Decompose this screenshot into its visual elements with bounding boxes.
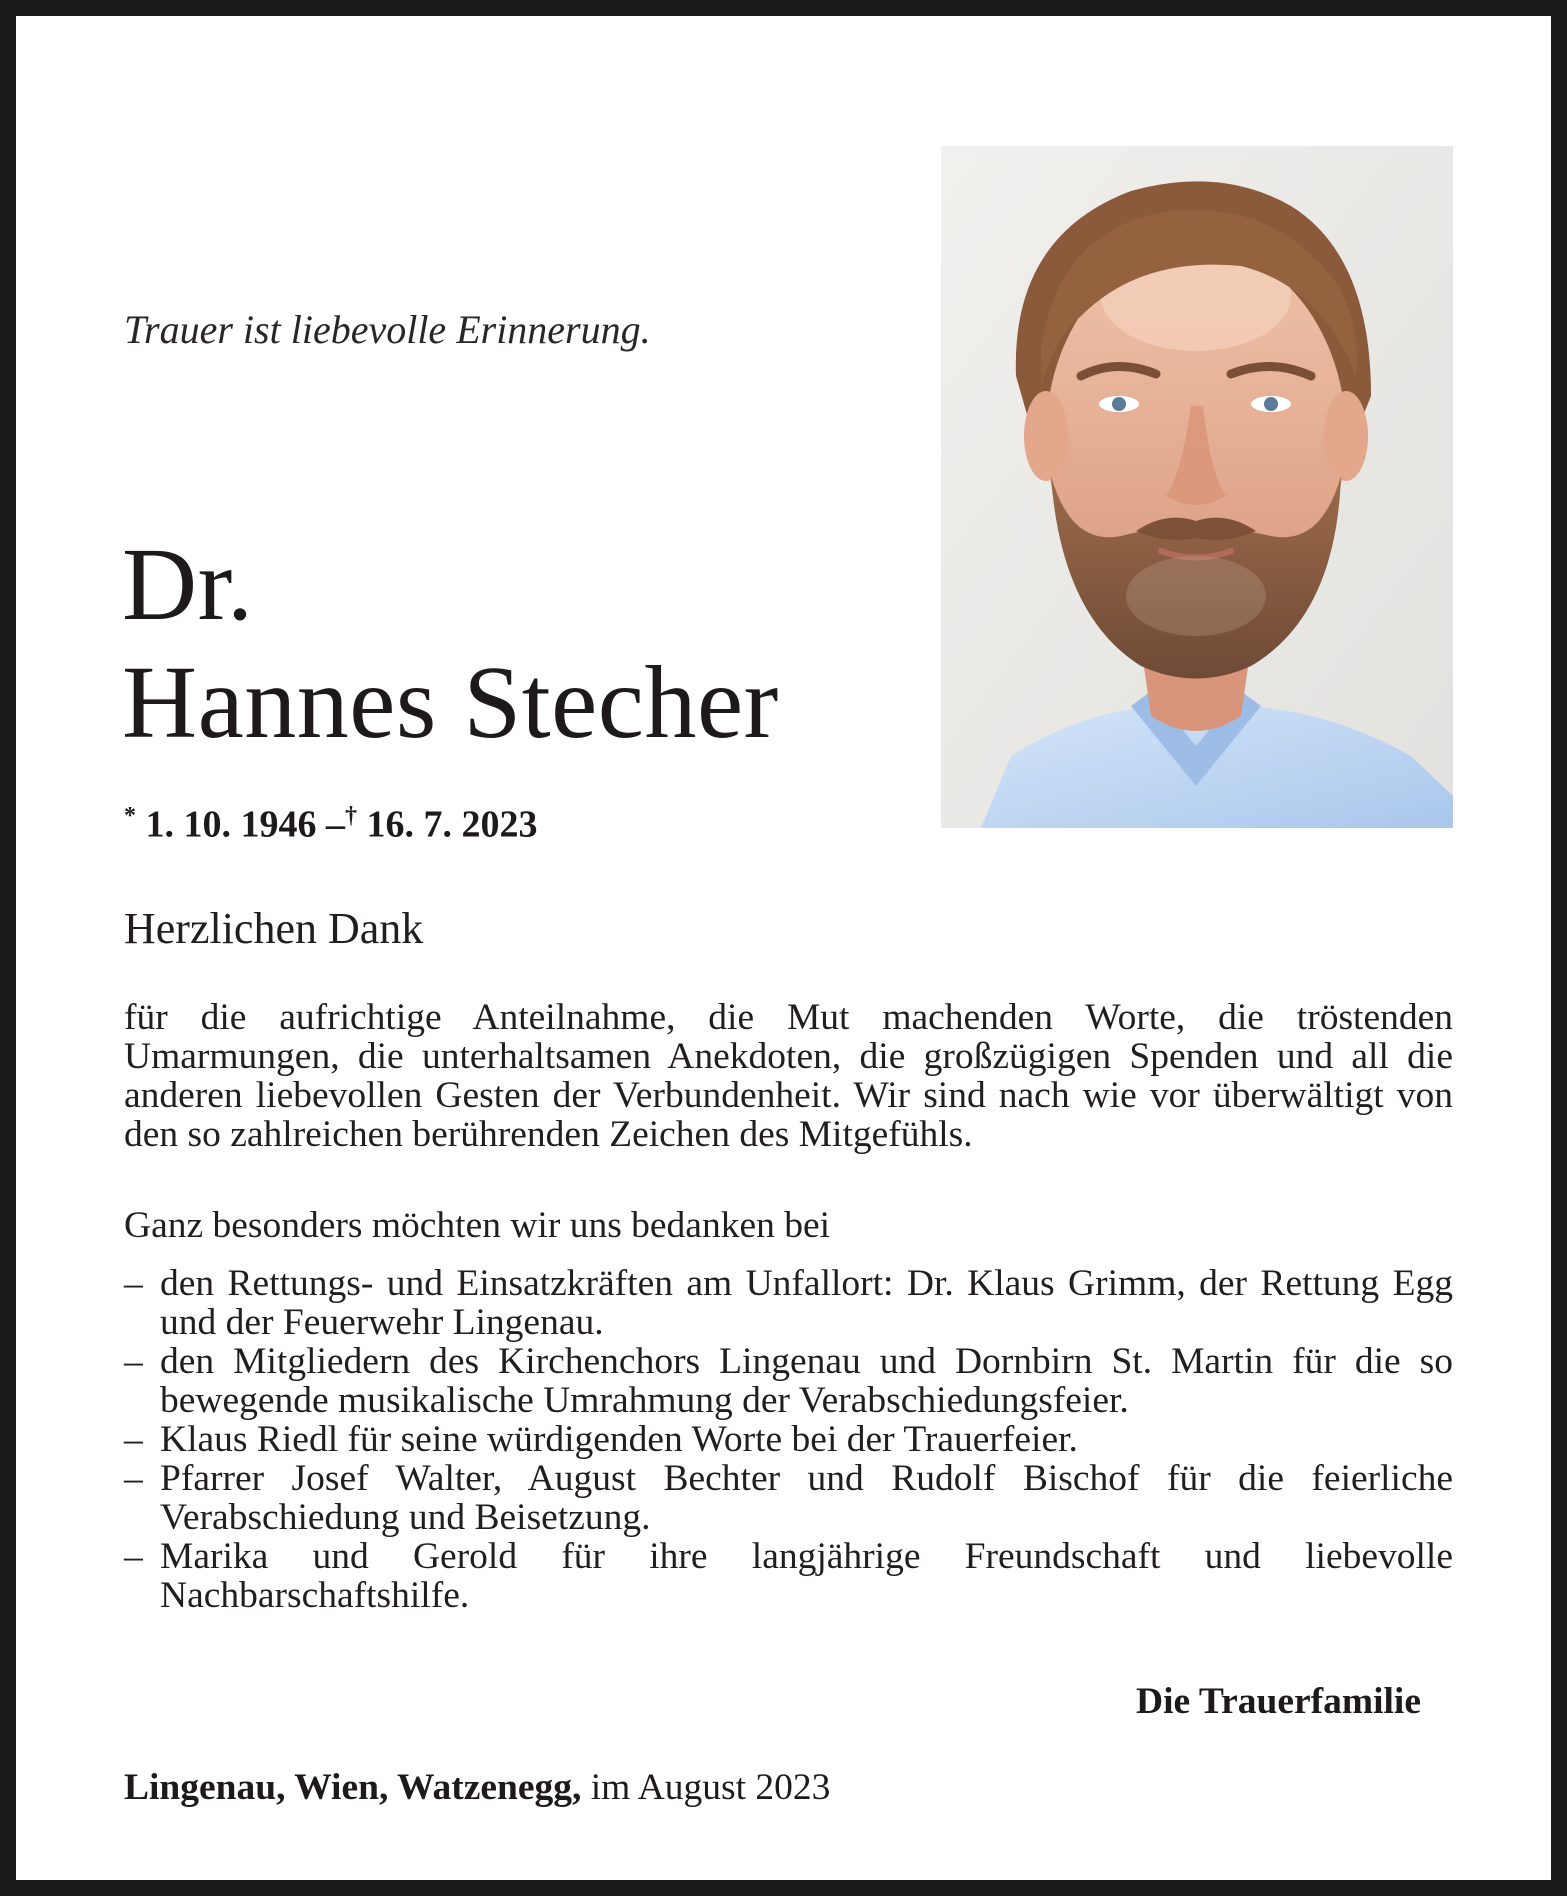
list-dash: – <box>124 1263 143 1304</box>
list-item <box>124 1537 1453 1615</box>
deceased-name <box>122 526 779 762</box>
date-separator: – <box>326 803 345 846</box>
deceased-fullname: Hannes Stecher <box>122 645 779 760</box>
intro-paragraph: für die aufrichtige Anteilnahme, die Mut machenden Worte, die tröstenden Umarmungen, die unterhaltsamen Anekdoten, die großzügigen Spenden und all die anderen liebevollen Gesten der Verbundenheit. Wir sind nach wie vor überwältigt von den so zahlreichen berührenden Zeichen des Mitgefühls. <box>124 997 1453 1155</box>
born-mark: * <box>124 803 136 829</box>
life-dates <box>124 792 538 849</box>
list-item-text: den Mitgliedern des Kirchenchors Lingenau und Dornbirn St. Martin für die so bewegende musikalische Umrahmung der Verabschiedungsfeier. <box>160 1341 1453 1421</box>
list-dash: – <box>124 1458 143 1499</box>
list-item-text: Marika und Gerold für ihre langjährige Freundschaft und liebevolle Nachbarschaftshilfe. <box>160 1536 1453 1616</box>
list-dash: – <box>124 1341 143 1382</box>
list-item <box>124 1459 1453 1537</box>
list-item-text: Klaus Riedl für seine würdigenden Worte bei der Trauerfeier. <box>160 1419 1078 1460</box>
list-item-text: Pfarrer Josef Walter, August Bechter und Rudolf Bischof für die feierliche Verabschiedung und Beisetzung. <box>160 1458 1453 1538</box>
list-item <box>124 1342 1453 1420</box>
list-dash: – <box>124 1419 143 1460</box>
thanks-list <box>124 1264 1453 1615</box>
portrait-photo <box>941 146 1453 828</box>
list-item <box>124 1264 1453 1342</box>
footer-line <box>124 1766 830 1810</box>
list-item-text: den Rettungs- und Einsatzkräften am Unfallort: Dr. Klaus Grimm, der Rettung Egg und der Feuerwehr Lingenau. <box>160 1263 1453 1343</box>
birth-date: 1. 10. 1946 <box>145 803 317 846</box>
signature: Die Trauerfamilie <box>1136 1681 1421 1722</box>
died-mark: † <box>345 803 357 829</box>
thanks-lead: Ganz besonders möchten wir uns bedanken bei <box>124 1205 831 1246</box>
death-date: 16. 7. 2023 <box>366 803 538 846</box>
deceased-title: Dr. <box>122 527 254 642</box>
thanks-heading: Herzlichen Dank <box>124 904 424 953</box>
list-item <box>124 1420 1453 1459</box>
footer-places: Lingenau, Wien, Watzenegg, <box>124 1767 582 1808</box>
motto: Trauer ist liebevolle Erinnerung. <box>124 307 651 352</box>
footer-date: im August 2023 <box>590 1767 831 1808</box>
list-dash: – <box>124 1536 143 1577</box>
